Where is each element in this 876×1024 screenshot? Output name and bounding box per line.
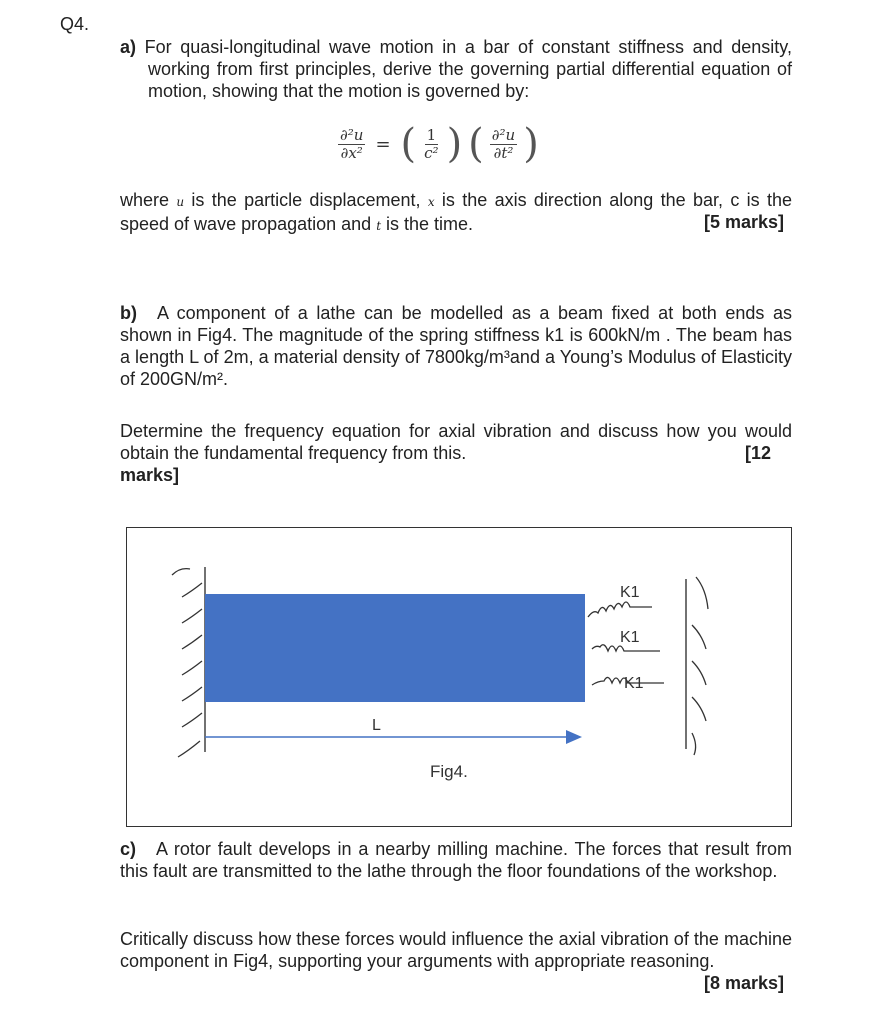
where-text: is the axis direction along the bar, c is the speed of wave propagation and [120, 190, 792, 234]
part-c-marks: [8 marks] [696, 972, 784, 994]
beam [205, 594, 585, 702]
rhs-denominator: ∂t² [493, 143, 514, 162]
part-a-text: For quasi-longitudinal wave motion in a bar of constant stiffness and density, working from first principles, derive the governing partial differential equation of motion, showing that the motion is governed by: [144, 37, 792, 101]
spring-label-middle: K1 [620, 629, 640, 646]
var-x: x [427, 195, 435, 209]
equals-sign: = [375, 133, 391, 155]
wave-speed-fraction [422, 127, 440, 162]
part-b-text: A component of a lathe can be modelled as a beam fixed at both ends as shown in Fig4. The magnitude of the spring stiffness k1 is 600kN/m . The beam has a length L of 2m, a material density of 7800kg/m³and a Young’s Modulus of Elasticity of 200GN/m². [120, 303, 792, 389]
lhs-numerator: ∂²u [340, 125, 364, 144]
question-number: Q4. [60, 14, 90, 34]
part-a-where [120, 189, 792, 237]
paren-open-icon: ( [468, 121, 484, 167]
part-b-task-text: Determine the frequency equation for axial vibration and discuss how you would obtain the fundamental frequency from this. [120, 421, 792, 463]
wave-speed-numerator: 1 [426, 125, 437, 144]
where-text: is the particle displacement, [184, 190, 428, 210]
lhs-fraction [338, 127, 365, 162]
wave-speed-denominator: c² [424, 143, 439, 162]
part-a-label: a) [120, 37, 137, 57]
part-c-label: c) [120, 839, 137, 859]
part-c-text: A rotor fault develops in a nearby milling machine. The forces that result from this fault are transmitted to the lathe through the floor foundations of the workshop. [120, 839, 792, 881]
part-b-label: b) [120, 303, 137, 323]
figure-drawing [126, 527, 792, 827]
spring-label-top: K1 [620, 584, 640, 601]
part-a-statement [120, 36, 792, 102]
part-c-task-text: Critically discuss how these forces would influence the axial vibration of the machine component in Fig4, supporting your arguments with appropriate reasoning. [120, 929, 792, 971]
paren-close-icon: ) [446, 121, 463, 167]
spring-label-bottom: K1 [624, 675, 644, 692]
arrow-head-icon [566, 730, 582, 744]
where-text: where [120, 190, 177, 210]
figure-caption: Fig4. [430, 762, 468, 781]
right-wall-hatching-icon [692, 577, 708, 755]
var-u: u [176, 195, 185, 209]
part-c-task [120, 928, 792, 972]
part-c-statement [120, 838, 792, 882]
left-wall-hatching-icon [172, 569, 202, 757]
part-b-marks-2: marks] [120, 465, 180, 485]
rhs-numerator: ∂²u [491, 125, 516, 144]
part-b-marks-1: [12 [745, 443, 772, 463]
where-text: is the time. [381, 214, 474, 234]
part-a-marks: [5 marks] [703, 212, 784, 232]
rhs-fraction [490, 127, 517, 162]
lhs-denominator: ∂x² [340, 143, 363, 162]
part-b-statement [120, 302, 792, 390]
length-label: L [372, 717, 381, 734]
var-t: t [376, 219, 382, 233]
wave-equation [338, 121, 539, 167]
part-b-task [120, 420, 792, 464]
paren-close-icon: ) [523, 121, 539, 167]
paren-open-icon: ( [400, 121, 417, 167]
spring-top-icon [588, 602, 652, 617]
